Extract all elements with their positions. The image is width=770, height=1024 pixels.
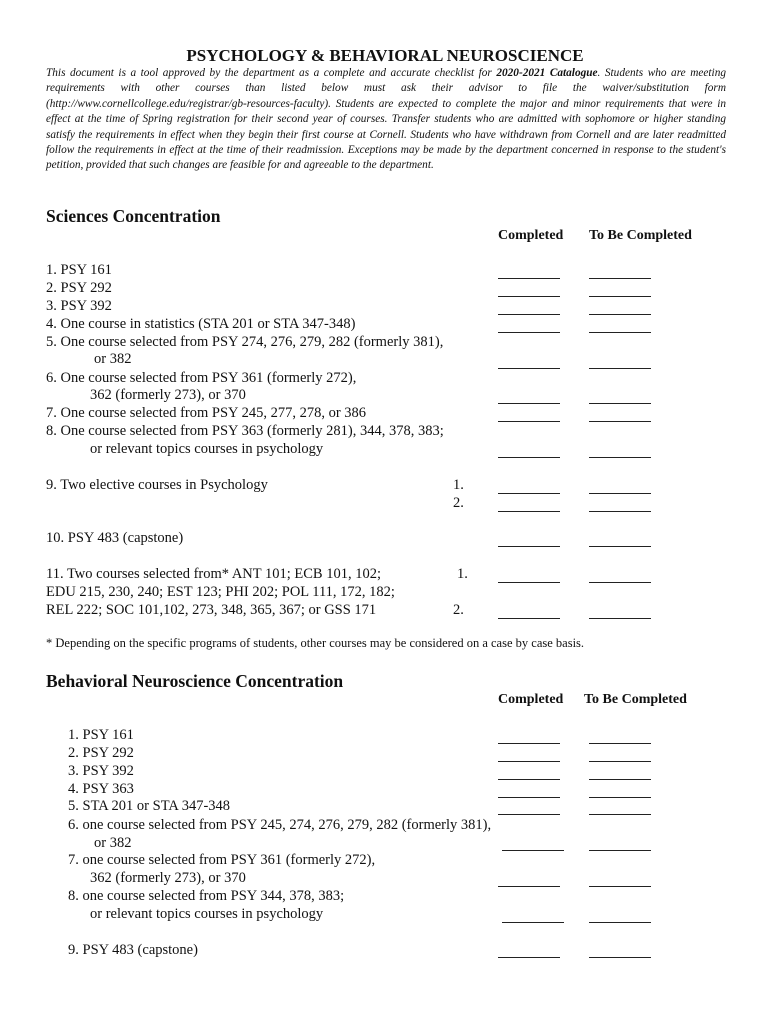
- sciences-item-2: 2. PSY 292: [46, 280, 112, 296]
- neuro-item-6-cont: or 382: [94, 835, 132, 851]
- cognate-slot-1: 1.: [457, 566, 468, 582]
- sciences-completed-header: Completed: [498, 228, 564, 243]
- neuro-item-9: 9. PSY 483 (capstone): [68, 942, 198, 958]
- to-be-completed-blank[interactable]: [589, 850, 651, 851]
- to-be-completed-blank[interactable]: [589, 368, 651, 369]
- to-be-completed-blank[interactable]: [589, 546, 651, 547]
- sciences-item-3: 3. PSY 392: [46, 298, 112, 314]
- completed-blank[interactable]: [498, 278, 560, 279]
- completed-blank[interactable]: [498, 511, 560, 512]
- completed-blank[interactable]: [498, 582, 560, 583]
- intro-text-before: This document is a tool approved by the department as a complete and accurate checklist for: [46, 67, 497, 79]
- completed-blank[interactable]: [498, 368, 560, 369]
- neuro-item-2: 2. PSY 292: [68, 745, 134, 761]
- completed-blank[interactable]: [498, 886, 560, 887]
- to-be-completed-blank[interactable]: [589, 797, 651, 798]
- sciences-heading: Sciences Concentration: [46, 206, 221, 226]
- neuro-tbc-header: To Be Completed: [584, 692, 687, 707]
- completed-blank[interactable]: [498, 779, 560, 780]
- elective-slot-1: 1.: [453, 477, 464, 493]
- to-be-completed-blank[interactable]: [589, 511, 651, 512]
- to-be-completed-blank[interactable]: [589, 779, 651, 780]
- sciences-item-10: 10. PSY 483 (capstone): [46, 530, 184, 546]
- sciences-item-5-cont: or 382: [94, 351, 132, 367]
- intro-paragraph: [46, 66, 726, 174]
- to-be-completed-blank[interactable]: [589, 582, 651, 583]
- neuro-item-7-cont: 362 (formerly 273), or 370: [90, 870, 246, 886]
- sciences-item-7: 7. One course selected from PSY 245, 277, 278, or 386: [46, 405, 367, 421]
- neuro-item-8: 8. one course selected from PSY 344, 378, 383;: [68, 888, 345, 904]
- completed-blank[interactable]: [498, 743, 560, 744]
- completed-blank[interactable]: [498, 457, 560, 458]
- sciences-item-6: 6. One course selected from PSY 361 (formerly 272),: [46, 370, 357, 386]
- sciences-item-5: 5. One course selected from PSY 274, 276, 279, 282 (formerly 381),: [46, 334, 444, 350]
- to-be-completed-blank[interactable]: [589, 493, 651, 494]
- to-be-completed-blank[interactable]: [589, 314, 651, 315]
- completed-blank[interactable]: [502, 850, 564, 851]
- to-be-completed-blank[interactable]: [589, 296, 651, 297]
- footnote: * Depending on the specific programs of students, other courses may be considered on a case by case basis.: [46, 636, 585, 650]
- completed-blank[interactable]: [498, 314, 560, 315]
- sciences-item-8: 8. One course selected from PSY 363 (formerly 281), 344, 378, 383;: [46, 423, 444, 439]
- neuro-item-8-cont: or relevant topics courses in psychology: [90, 906, 324, 922]
- sciences-item-6-cont: 362 (formerly 273), or 370: [90, 387, 246, 403]
- completed-blank[interactable]: [498, 761, 560, 762]
- neuro-item-5: 5. STA 201 or STA 347-348: [68, 798, 231, 814]
- sciences-item-1: 1. PSY 161: [46, 262, 112, 278]
- to-be-completed-blank[interactable]: [589, 922, 651, 923]
- to-be-completed-blank[interactable]: [589, 743, 651, 744]
- completed-blank[interactable]: [498, 546, 560, 547]
- to-be-completed-blank[interactable]: [589, 761, 651, 762]
- sciences-item-11: 11. Two courses selected from* ANT 101; ECB 101, 102;: [46, 566, 382, 582]
- elective-slot-2: 2.: [453, 495, 464, 511]
- sciences-item-4: 4. One course in statistics (STA 201 or STA 347-348): [46, 316, 356, 332]
- neuro-item-6: 6. one course selected from PSY 245, 274, 276, 279, 282 (formerly 381),: [68, 817, 492, 833]
- page-title: PSYCHOLOGY & BEHAVIORAL NEUROSCIENCE: [186, 46, 584, 65]
- neuro-item-1: 1. PSY 161: [68, 727, 134, 743]
- intro-text-after: . Students who are meeting requirements with other courses than listed below must ask their advisor to file the waiver/substitution form (http://www.cornellcollege.edu/registrar/gb-resources-faculty). Students are expected to complete the major and minor requirements that were in effect at the time of Spring registration for their second year of courses. Transfer students who are admitted with sophomore or higher standing satisfy the requirements in effect when they begin their first course at Cornell. Students who have withdrawn from Cornell and are later readmitted follow the requirements in effect at the time of their readmission. Exceptions may be made by the department concerned in response to the student's petition, provided that such changes are feasible for and agreeable to the department.: [46, 67, 726, 172]
- sciences-item-11-cont-1: EDU 215, 230, 240; EST 123; PHI 202; POL 111, 172, 182;: [46, 584, 395, 600]
- completed-blank[interactable]: [502, 922, 564, 923]
- to-be-completed-blank[interactable]: [589, 421, 651, 422]
- completed-blank[interactable]: [498, 332, 560, 333]
- completed-blank[interactable]: [498, 493, 560, 494]
- neuro-item-7: 7. one course selected from PSY 361 (formerly 272),: [68, 852, 376, 868]
- to-be-completed-blank[interactable]: [589, 278, 651, 279]
- neuro-heading: Behavioral Neuroscience Concentration: [46, 671, 344, 691]
- to-be-completed-blank[interactable]: [589, 457, 651, 458]
- neuro-completed-header: Completed: [498, 692, 564, 707]
- to-be-completed-blank[interactable]: [589, 332, 651, 333]
- neuro-item-3: 3. PSY 392: [68, 763, 134, 779]
- completed-blank[interactable]: [498, 403, 560, 404]
- sciences-item-8-cont: or relevant topics courses in psychology: [90, 441, 324, 457]
- cognate-slot-2: 2.: [453, 602, 464, 618]
- completed-blank[interactable]: [498, 957, 560, 958]
- sciences-tbc-header: To Be Completed: [589, 228, 692, 243]
- sciences-item-11-cont-2: REL 222; SOC 101,102, 273, 348, 365, 367; or GSS 171: [46, 602, 377, 618]
- to-be-completed-blank[interactable]: [589, 403, 651, 404]
- to-be-completed-blank[interactable]: [589, 886, 651, 887]
- to-be-completed-blank[interactable]: [589, 814, 651, 815]
- to-be-completed-blank[interactable]: [589, 618, 651, 619]
- neuro-item-4: 4. PSY 363: [68, 781, 134, 797]
- completed-blank[interactable]: [498, 421, 560, 422]
- to-be-completed-blank[interactable]: [589, 957, 651, 958]
- completed-blank[interactable]: [498, 797, 560, 798]
- completed-blank[interactable]: [498, 814, 560, 815]
- completed-blank[interactable]: [498, 296, 560, 297]
- completed-blank[interactable]: [498, 618, 560, 619]
- sciences-item-9: 9. Two elective courses in Psychology: [46, 477, 268, 493]
- catalogue-year: 2020-2021 Catalogue: [496, 67, 598, 79]
